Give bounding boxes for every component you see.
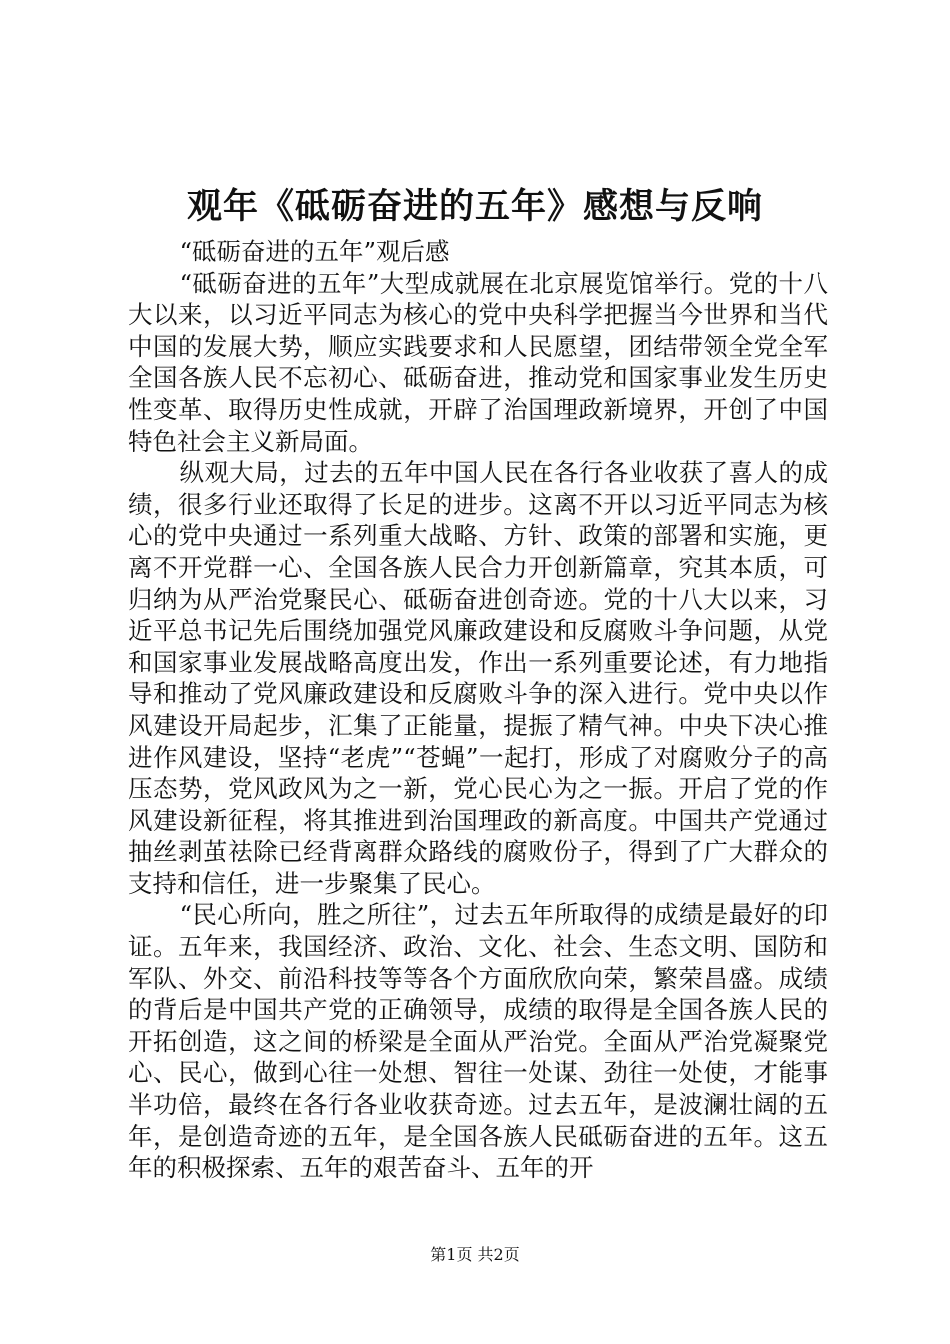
document-title: 观年《砥砺奋进的五年》感想与反响: [186, 186, 763, 227]
body-paragraph: 纵观大局，过去的五年中国人民在各行各业收获了喜人的成绩，很多行业还取得了长足的进步。这离不开以习近平同志为核心的党中央通过一系列重大战略、方针、政策的部署和实施，更离不开党群一心、全国各族人民合力开创新篇章，究其本质，可归纳为从严治党聚民心、砥砺奋进创奇迹。党的十八大以来，习近平总书记先后围绕加强党风廉政建设和反腐败斗争问题，从党和国家事业发展战略高度出发，作出一系列重要论述，有力地指导和推动了党风廉政建设和反腐败斗争的深入进行。党中央以作风建设开局起步，汇集了正能量，提振了精气神。中央下决心推进作风建设，坚持“老虎”“苍蝇”一起打，形成了对腐败分子的高压态势，党风政风为之一新，党心民心为之一振。开启了党的作风建设新征程，将其推进到治国理政的新高度。中国共产党通过抽丝剥茧祛除已经背离群众路线的腐败份子，得到了广大群众的支持和信任，进一步聚集了民心。: [128, 458, 828, 898]
document-body: [128, 236, 828, 1184]
page-number-footer: 第1页 共2页: [430, 1245, 520, 1264]
body-paragraph: “砥砺奋进的五年”大型成就展在北京展览馆举行。党的十八大以来，以习近平同志为核心的党中央科学把握当今世界和当代中国的发展大势，顺应实践要求和人民愿望，团结带领全党全军全国各族人民不忘初心、砥砺奋进，推动党和国家事业发生历史性变革、取得历史性成就，开辟了治国理政新境界，开创了中国特色社会主义新局面。: [128, 268, 828, 456]
body-paragraph: “民心所向，胜之所往”，过去五年所取得的成绩是最好的印证。五年来，我国经济、政治、文化、社会、生态文明、国防和军队、外交、前沿科技等等各个方面欣欣向荣，繁荣昌盛。成绩的背后是中国共产党的正确领导，成绩的取得是全国各族人民的开拓创造，这之间的桥梁是全面从严治党。全面从严治党凝聚党心、民心，做到心往一处想、智往一处谋、劲往一处使，才能事半功倍，最终在各行各业收获奇迹。过去五年，是波澜壮阔的五年，是创造奇迹的五年，是全国各族人民砥砺奋进的五年。这五年的积极探索、五年的艰苦奋斗、五年的开: [128, 900, 828, 1183]
subtitle-paragraph: “砥砺奋进的五年”观后感: [179, 237, 450, 266]
